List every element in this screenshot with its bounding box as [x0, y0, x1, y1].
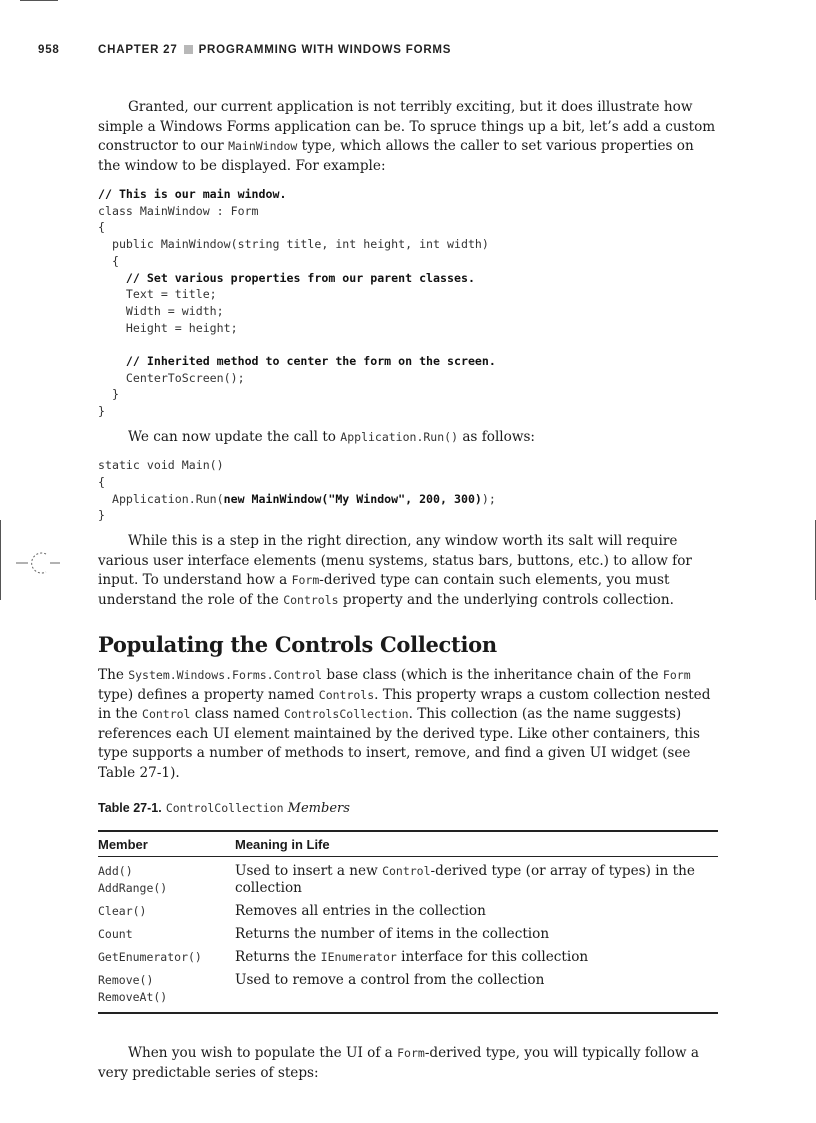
member-cell: Remove() RemoveAt() [98, 968, 235, 1013]
member-cell: Count [98, 927, 133, 942]
paragraph-intro [98, 98, 718, 176]
meaning-cell [235, 899, 718, 922]
page-body [98, 98, 718, 1083]
text-run: class named [190, 706, 284, 723]
text-run: Granted, our current application is not terribly exciting, but it does illustrate how simple a Windows Forms application can be. To spruce things up a bit, let’s add a custom constructor to our [98, 99, 716, 154]
chapter-heading [98, 44, 451, 56]
code-comment: // This is our main window. [98, 187, 287, 201]
text-run: Removes all entries in the collection [235, 903, 486, 920]
code-bold: new MainWindow("My Window", 200, 300) [223, 491, 482, 506]
inline-code: Form [662, 668, 691, 683]
text-run: interface for this collection [396, 949, 589, 966]
table-caption [98, 801, 718, 816]
text-run: Returns the [235, 949, 321, 966]
code-line: Text = title; [98, 287, 217, 302]
text-run: property and the underlying controls collection. [338, 591, 674, 608]
text-run: We can now update the call to [128, 428, 341, 445]
code-line: Width = width; [98, 303, 224, 318]
section-heading: Populating the Controls Collection [98, 632, 497, 658]
running-header [38, 44, 776, 60]
paragraph-controls-intro [98, 532, 718, 610]
inline-code: Control [382, 864, 431, 879]
text-run: . This collection (as the name suggests) references each UI element maintained by the derived type. Like other containers, this type supports a number of methods to insert, remove, and find a given UI widget (see Table 27-1). [98, 706, 700, 781]
code-line: Application.Run( [98, 491, 224, 506]
code-line: { [98, 220, 105, 235]
code-line: static void Main() [98, 458, 224, 473]
code-line: ); [481, 491, 496, 506]
registration-mark-icon [16, 548, 60, 578]
text-run: as follows: [458, 428, 536, 445]
text-run: The [98, 667, 129, 684]
inline-code: ControlCollection [165, 801, 284, 816]
meaning-cell [235, 968, 718, 1013]
member-cell: Clear() [98, 904, 147, 919]
text-run: Used to insert a new [235, 863, 383, 880]
text-run: base class (which is the inheritance chain of the [322, 667, 663, 684]
inline-code: System.Windows.Forms.Control [128, 668, 323, 683]
text-run: -derived type, you will typically follow a very predictable series of steps: [98, 1045, 699, 1081]
text-run: When you wish to populate the UI of a [128, 1045, 398, 1062]
code-listing-mainwindow [98, 186, 718, 420]
members-table [98, 830, 718, 1014]
table-row [98, 945, 718, 968]
page-number: 958 [38, 44, 60, 56]
crop-mark-top [20, 0, 58, 1]
code-line: { [98, 253, 119, 268]
code-line: } [98, 387, 119, 402]
table-caption-text: Members [287, 801, 350, 817]
meaning-cell [235, 945, 718, 968]
paragraph-populate-ui [98, 1044, 718, 1083]
code-line: } [98, 404, 105, 419]
text-run: While this is a step in the right direction, any window worth its salt will require various user interface elements (menu systems, status bars, buttons, etc.) to allow for input. To understand how a [98, 533, 692, 589]
text-run: Returns the number of items in the collection [235, 926, 550, 943]
text-run: -derived type (or array of types) in the collection [235, 863, 695, 897]
column-header-meaning: Meaning in Life [235, 831, 718, 857]
table-row [98, 899, 718, 922]
code-line: } [98, 508, 105, 523]
inline-code: Form [291, 573, 320, 588]
text-run: . This property wraps a custom collection nested in the [98, 686, 711, 723]
member-cell: GetEnumerator() [98, 950, 202, 965]
paragraph-update-call [98, 428, 718, 448]
table-row [98, 922, 718, 945]
code-line: Height = height; [98, 320, 238, 335]
meaning-cell [235, 857, 718, 900]
inline-code: Application.Run() [340, 429, 458, 444]
text-run: -derived type can contain such elements, you must understand the role of the [98, 572, 670, 608]
table-header-row [98, 831, 718, 857]
code-listing-main [98, 457, 718, 524]
chapter-label: CHAPTER 27 [98, 44, 178, 56]
square-bullet-icon [184, 45, 193, 54]
inline-code: Form [397, 1046, 425, 1061]
table-row [98, 857, 718, 900]
code-line: class MainWindow : Form [98, 203, 259, 218]
column-header-member: Member [98, 831, 235, 857]
inline-code: Controls [318, 687, 375, 702]
table-label: Table 27-1. [98, 801, 162, 816]
member-cell: Add() AddRange() [98, 864, 168, 896]
meaning-cell [235, 922, 718, 945]
inline-code: MainWindow [228, 139, 298, 153]
code-comment: // Set various properties from our parent classes. [98, 270, 475, 285]
text-run: type) defines a property named [98, 686, 319, 703]
code-line: { [98, 475, 105, 490]
inline-code: Controls [283, 592, 339, 607]
table-row [98, 968, 718, 1013]
chapter-title: PROGRAMMING WITH WINDOWS FORMS [198, 44, 452, 56]
text-run: type, which allows the caller to set various properties on the window to be displayed. For example: [98, 138, 694, 174]
inline-code: ControlsCollection [283, 707, 409, 722]
code-line: CenterToScreen(); [98, 370, 245, 385]
inline-code: IEnumerator [320, 950, 397, 965]
paragraph-control-base [98, 666, 718, 783]
inline-code: Control [142, 707, 191, 722]
crop-mark-left [0, 520, 1, 600]
code-comment: // Inherited method to center the form on the screen. [98, 354, 496, 369]
code-line: public MainWindow(string title, int height, int width) [98, 237, 489, 252]
text-run: Used to remove a control from the collection [235, 972, 545, 989]
